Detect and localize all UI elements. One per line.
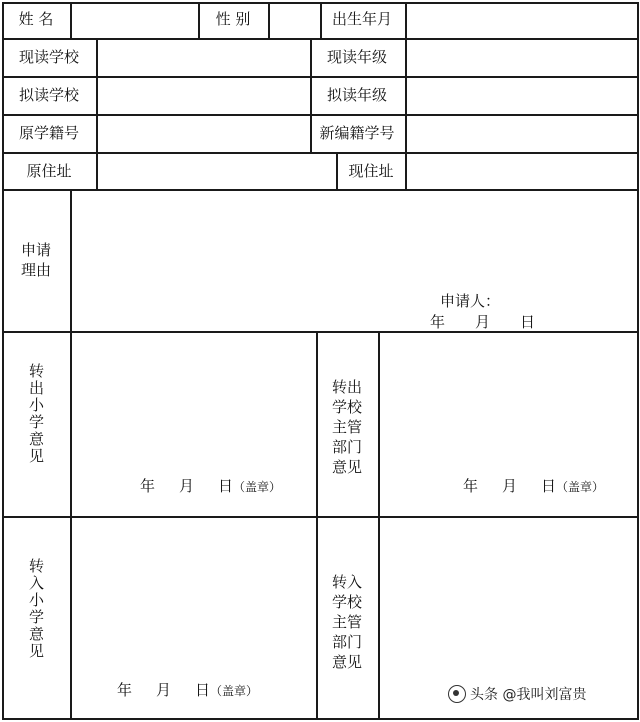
original-reg-no-field[interactable]: [98, 116, 310, 152]
in-dept-opinion-label: 转入 学校 主管 部门 意见: [331, 573, 363, 671]
target-school-field[interactable]: [98, 78, 310, 114]
original-address-label: 原住址: [26, 162, 72, 180]
reason-field[interactable]: [72, 191, 637, 331]
current-address-field[interactable]: [407, 154, 637, 189]
current-grade-field[interactable]: [407, 40, 637, 76]
border-bottom: [2, 718, 639, 720]
col-divider: [198, 2, 200, 39]
col-divider: [320, 2, 322, 39]
in-school-date: 年 月 日（盖章）: [117, 681, 259, 699]
current-grade-label: 现读年级: [326, 48, 388, 66]
current-school-label: 现读学校: [18, 48, 80, 66]
out-dept-opinion-label: 转出 学校 主管 部门 意见: [331, 378, 363, 476]
reason-label: 申请 理由: [20, 241, 52, 279]
out-dept-date: 年 月 日（盖章）: [463, 477, 605, 495]
name-field[interactable]: [72, 4, 198, 38]
border-right: [637, 2, 639, 719]
border-left: [2, 2, 4, 719]
current-school-field[interactable]: [98, 40, 310, 76]
current-address-label: 现住址: [348, 162, 394, 180]
col-divider: [310, 38, 312, 153]
applicant-label: 申请人：: [440, 292, 501, 310]
watermark: [448, 684, 586, 704]
in-school-opinion-label: 转入小学意见: [27, 558, 45, 660]
out-school-date: 年 月 日（盖章）: [140, 477, 282, 495]
target-grade-label: 拟读年级: [326, 86, 388, 104]
col-divider: [316, 331, 318, 719]
gender-field[interactable]: [270, 4, 320, 38]
applicant-date: 年 月 日: [430, 313, 536, 331]
birth-field[interactable]: [407, 4, 637, 38]
gender-label: 性 别: [215, 10, 251, 28]
watermark-text: 头条 @我叫刘富贵: [470, 687, 587, 703]
original-reg-no-label: 原学籍号: [18, 124, 80, 142]
name-label: 姓 名: [18, 10, 54, 28]
new-reg-no-label: 新编籍学号: [319, 124, 395, 142]
col-divider: [336, 152, 338, 190]
birth-label: 出生年月: [331, 10, 393, 28]
target-school-label: 拟读学校: [18, 86, 80, 104]
new-reg-no-field[interactable]: [407, 116, 637, 152]
original-address-field[interactable]: [98, 154, 336, 189]
out-school-opinion-label: 转出小学意见: [27, 363, 45, 465]
camera-icon: [448, 685, 466, 703]
target-grade-field[interactable]: [407, 78, 637, 114]
